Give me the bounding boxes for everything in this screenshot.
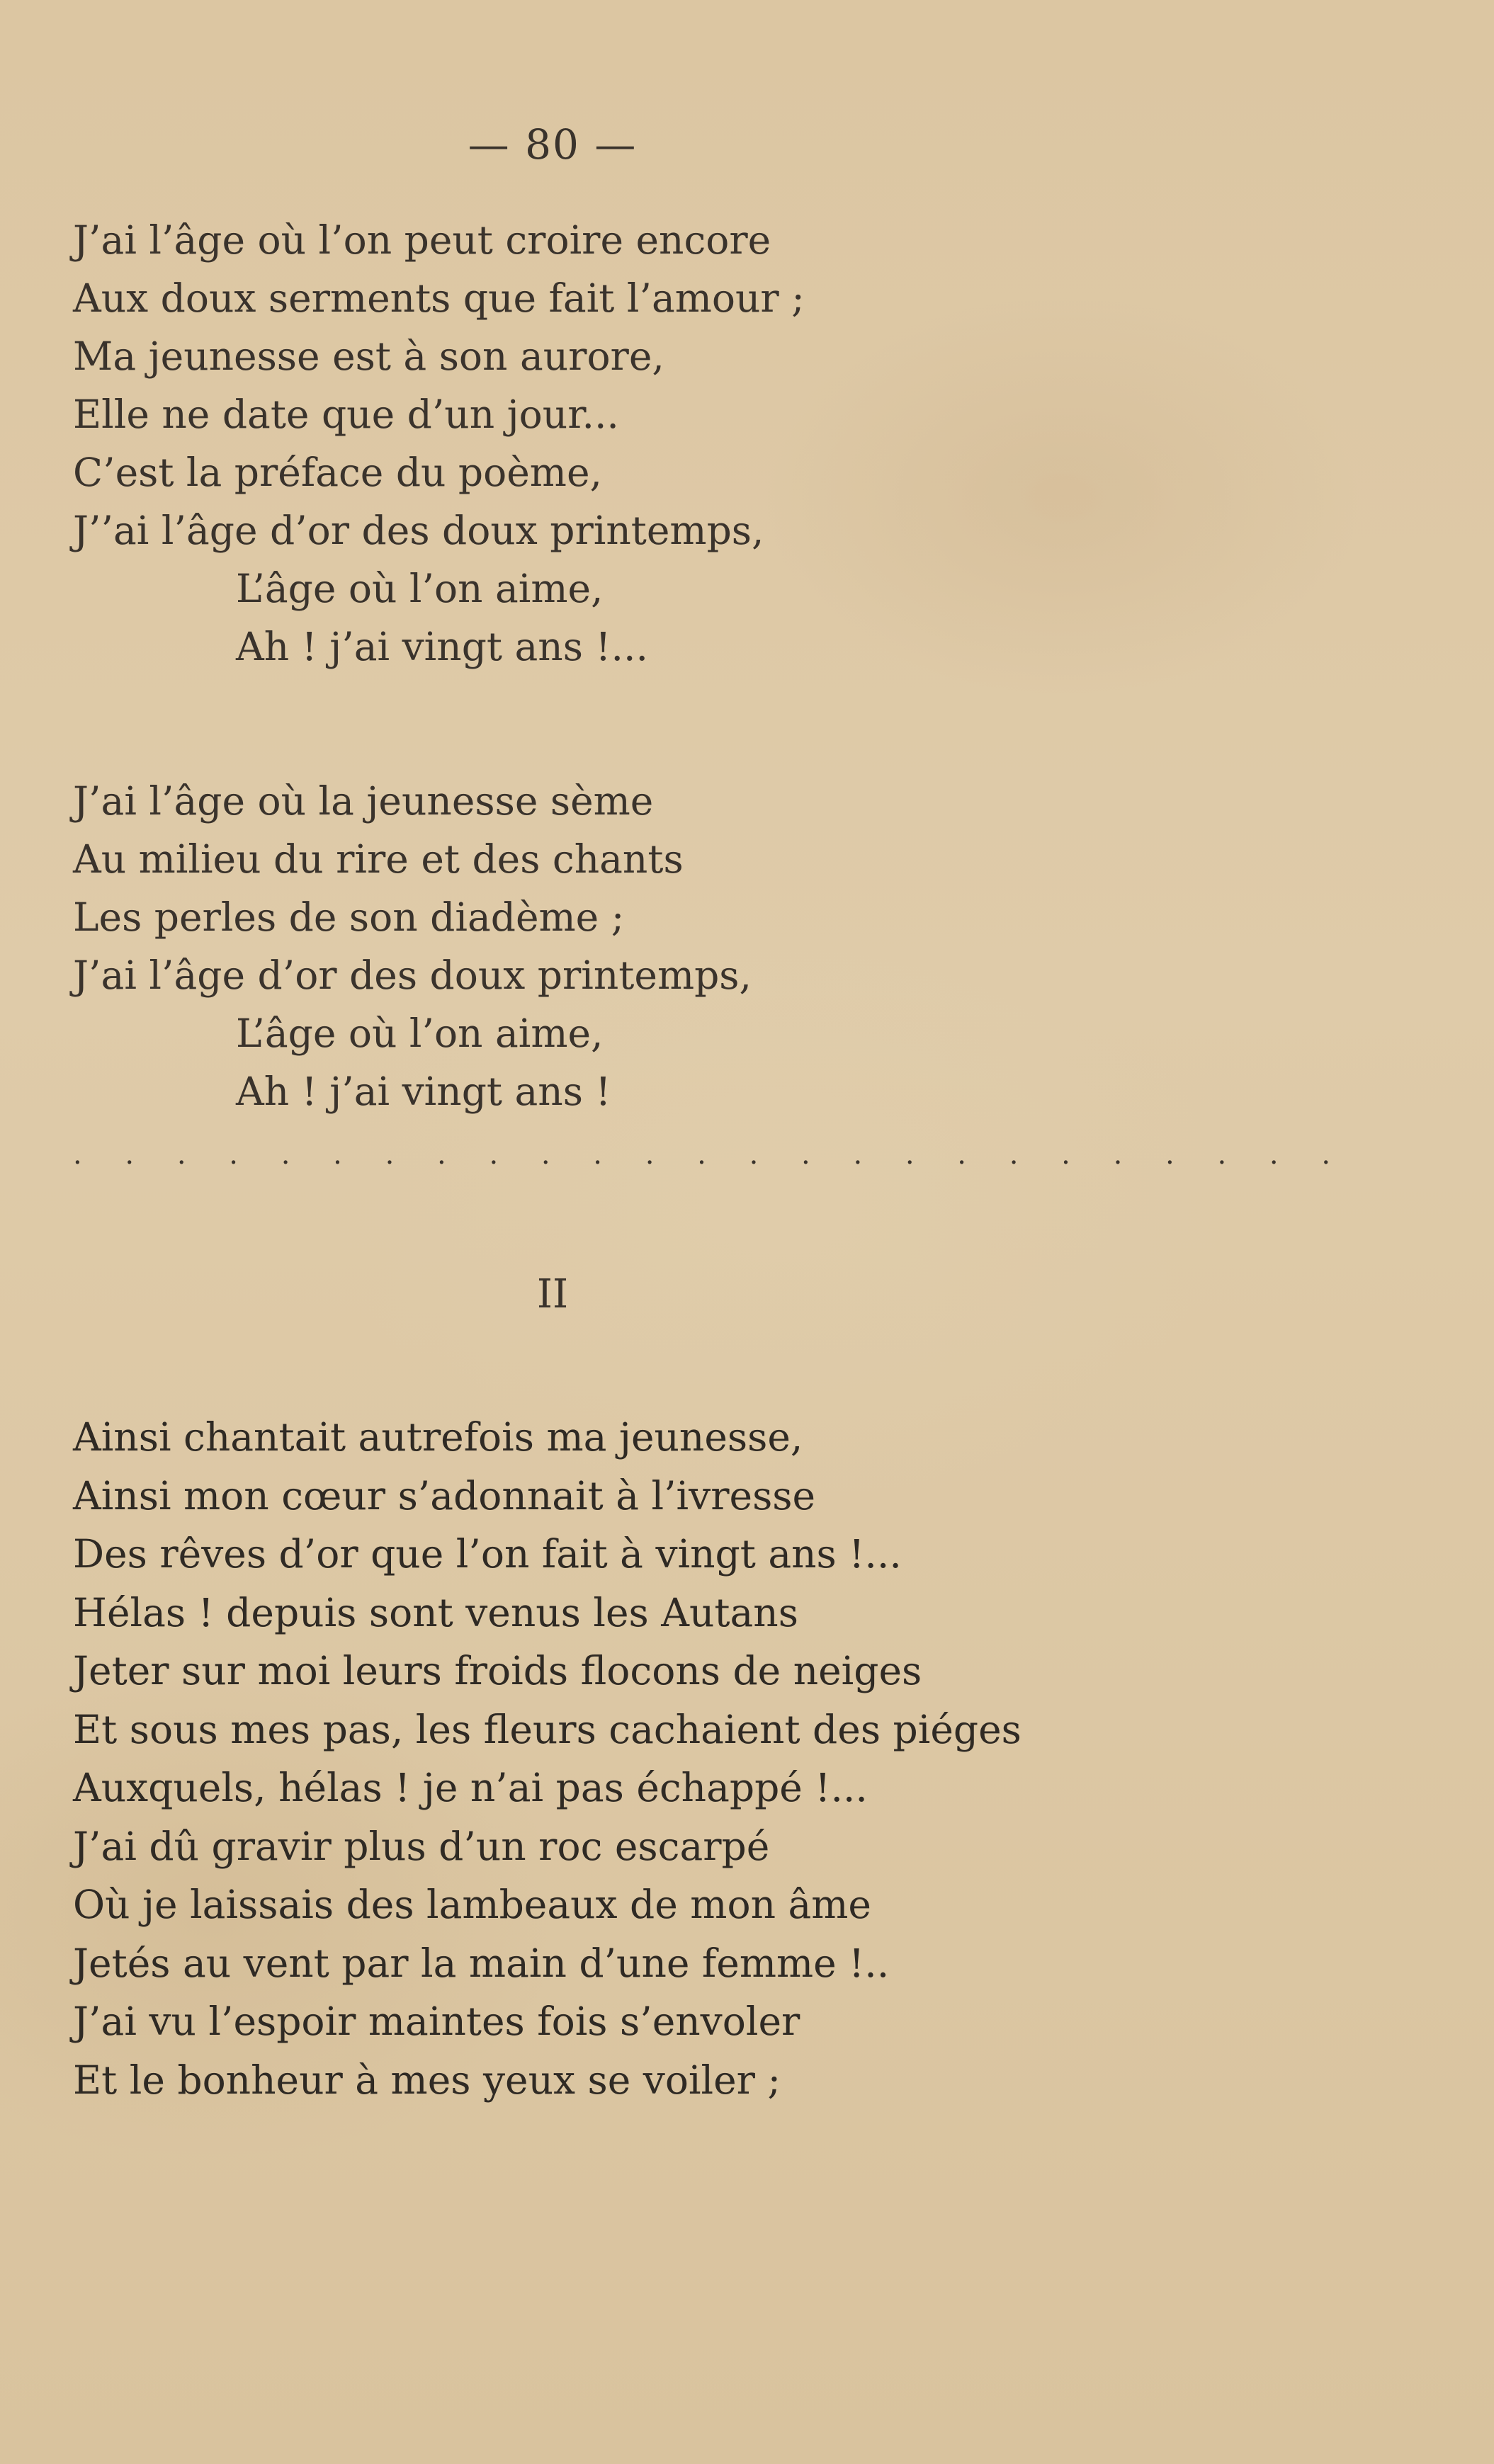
stanza-1 <box>73 211 805 676</box>
verse-line: J’ai l’âge d’or des doux printemps, <box>73 953 752 998</box>
verse-line: Les perles de son diadème ; <box>73 895 625 940</box>
verse-line: Au milieu du rire et des chants <box>73 836 684 882</box>
verse-line: Et sous mes pas, les fleurs cachaient des piéges <box>73 1706 1022 1752</box>
verse-line: J’ai l’âge où la jeunesse sème <box>73 778 654 824</box>
verse-line: Jeter sur moi leurs froids flocons de neiges <box>73 1648 922 1693</box>
verse-line: L’âge où l’on aime, <box>236 566 604 611</box>
verse-line: Et le bonheur à mes yeux se voiler ; <box>73 2057 781 2103</box>
verse-line: J’ai dû gravir plus d’un roc escarpé <box>73 1823 770 1869</box>
verse-line: Des rêves d’or que l’on fait à vingt ans !... <box>73 1531 902 1577</box>
verse-line: L’âge où l’on aime, <box>236 1011 604 1056</box>
verse-line: Ainsi chantait autrefois ma jeunesse, <box>73 1414 803 1460</box>
page-number: — 80 — <box>468 120 638 169</box>
verse-line: J’ai l’âge où l’on peut croire encore <box>73 217 771 263</box>
verse-line: Auxquels, hélas ! je n’ai pas échappé !... <box>73 1765 868 1810</box>
section-heading: II <box>536 1271 569 1317</box>
verse-line: Ah ! j’ai vingt ans ! <box>236 1069 611 1114</box>
verse-line: Ah ! j’ai vingt ans !... <box>236 624 648 669</box>
verse-line: J’ai vu l’espoir maintes fois s’envoler <box>73 1999 800 2044</box>
verse-line: Elle ne date que d’un jour... <box>73 392 619 437</box>
verse-line: Jetés au vent par la main d’une femme !.. <box>73 1940 890 1986</box>
verse-line: J’’ai l’âge d’or des doux printemps, <box>73 508 764 553</box>
verse-line: Ainsi mon cœur s’adonnait à l’ivresse <box>73 1472 816 1518</box>
separator-dots: . . . . . . . . . . . . . . . . . . . . . . . . . <box>73 1138 1348 1171</box>
verse-line: C’est la préface du poème, <box>73 450 602 495</box>
verse-line: Ma jeunesse est à son aurore, <box>73 334 664 379</box>
verse-line: Hélas ! depuis sont venus les Autans <box>73 1589 798 1635</box>
verse-line: Aux doux serments que fait l’amour ; <box>73 276 805 321</box>
stanza-3 <box>73 1408 1022 2109</box>
verse-line: Où je laissais des lambeaux de mon âme <box>73 1882 871 1927</box>
stanza-2 <box>73 772 752 1120</box>
